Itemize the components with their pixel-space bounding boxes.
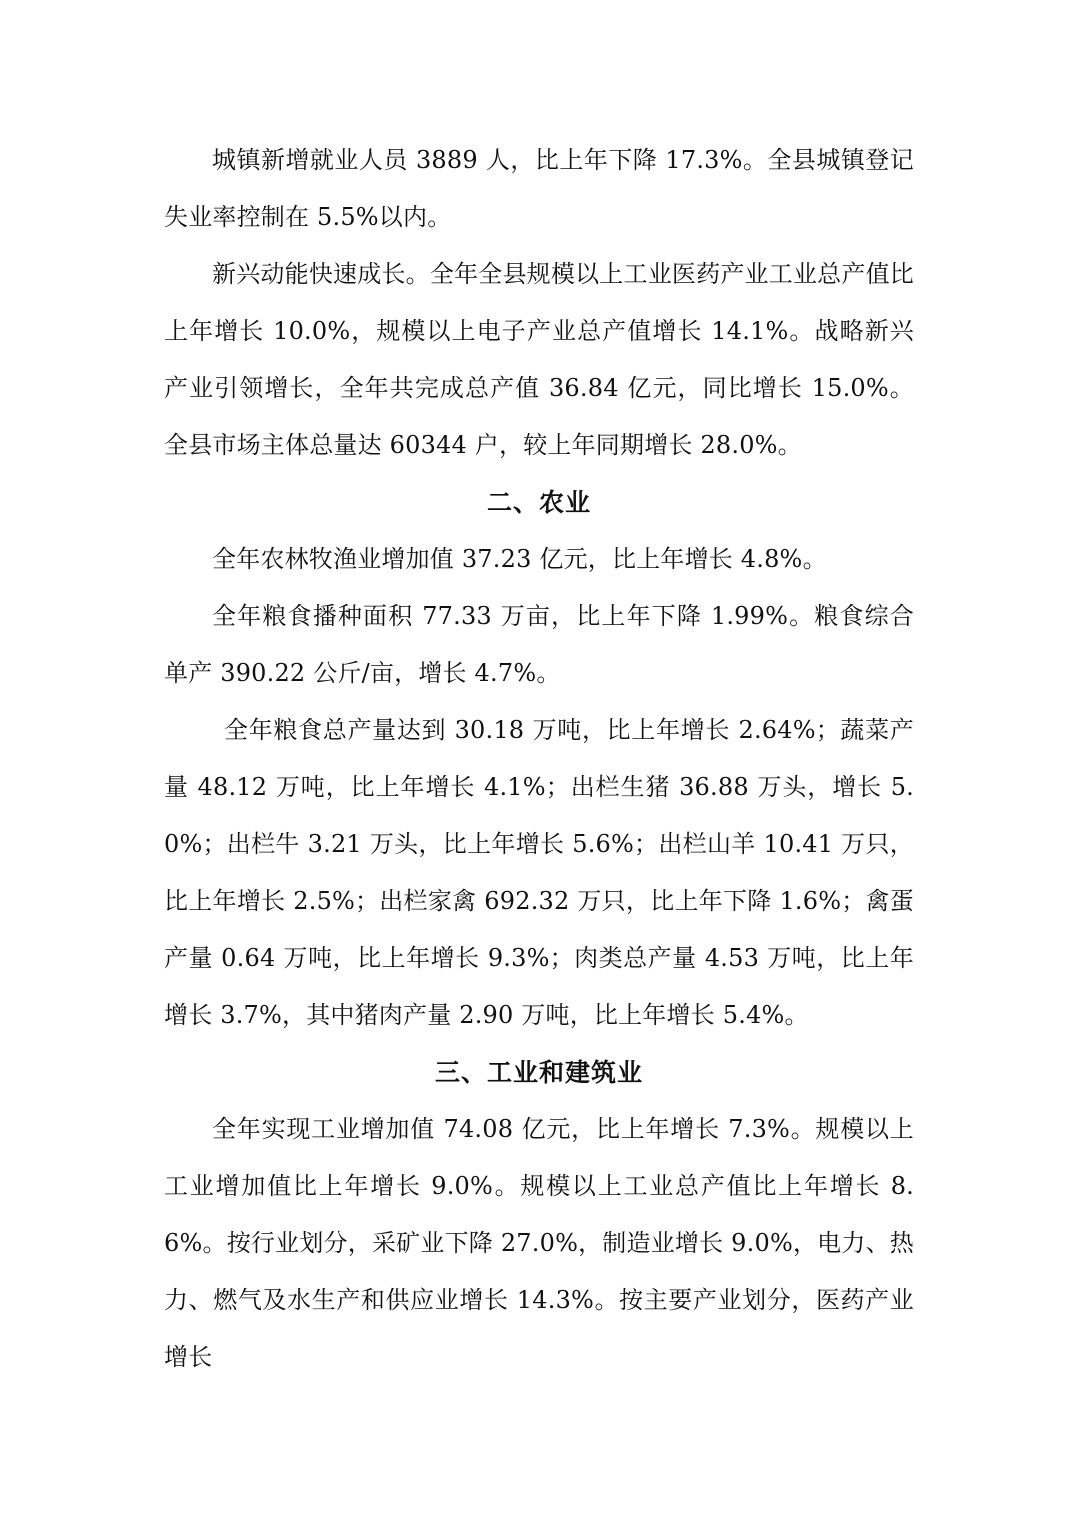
document-page xyxy=(164,132,914,1386)
agriculture-value-added-paragraph: 全年农林牧渔业增加值 37.23 亿元，比上年增长 4.8%。 xyxy=(212,545,827,573)
industry-heading: 三、工业和建筑业 xyxy=(434,1058,643,1087)
agricultural-output-paragraph: 全年粮食总产量达到 30.18 万吨，比上年增长 2.64%；蔬菜产量 48.12 万吨，比上年增长 4.1%；出栏生猪 36.88 万头，增长 5.0%；出栏牛 3.21 万头，比上年增长 5.6%；出栏山羊 10.41 万只，比上年增长 2.5%；出栏家禽 692.32 万只，比上年下降 1.6%；禽蛋产量 0.64 万吨，比上年增长 9.3%；肉类总产量 4.53 万吨，比上年增长 3.7%，其中猪肉产量 2.90 万吨，比上年增长 5.4%。 xyxy=(164,716,914,1029)
industry-value-added-paragraph: 全年实现工业增加值 74.08 亿元，比上年增长 7.3%。规模以上工业增加值比上年增长 9.0%。规模以上工业总产值比上年增长 8.6%。按行业划分，采矿业下降 27.0%，制造业增长 9.0%，电力、热力、燃气及水生产和供应业增长 14.3%。按主要产业划分，医药产业增长 xyxy=(164,1115,914,1371)
agriculture-heading: 二、农业 xyxy=(486,488,591,517)
employment-paragraph: 城镇新增就业人员 3889 人，比上年下降 17.3%。全县城镇登记失业率控制在 5.5%以内。 xyxy=(164,146,914,231)
new-momentum-paragraph: 新兴动能快速成长。全年全县规模以上工业医药产业工业总产值比上年增长 10.0%，规模以上电子产业总产值增长 14.1%。战略新兴产业引领增长，全年共完成总产值 36.84 亿元，同比增长 15.0%。全县市场主体总量达 60344 户，较上年同期增长 28.0%。 xyxy=(164,260,914,459)
grain-area-paragraph: 全年粮食播种面积 77.33 万亩，比上年下降 1.99%。粮食综合单产 390.22 公斤/亩，增长 4.7%。 xyxy=(164,602,914,687)
